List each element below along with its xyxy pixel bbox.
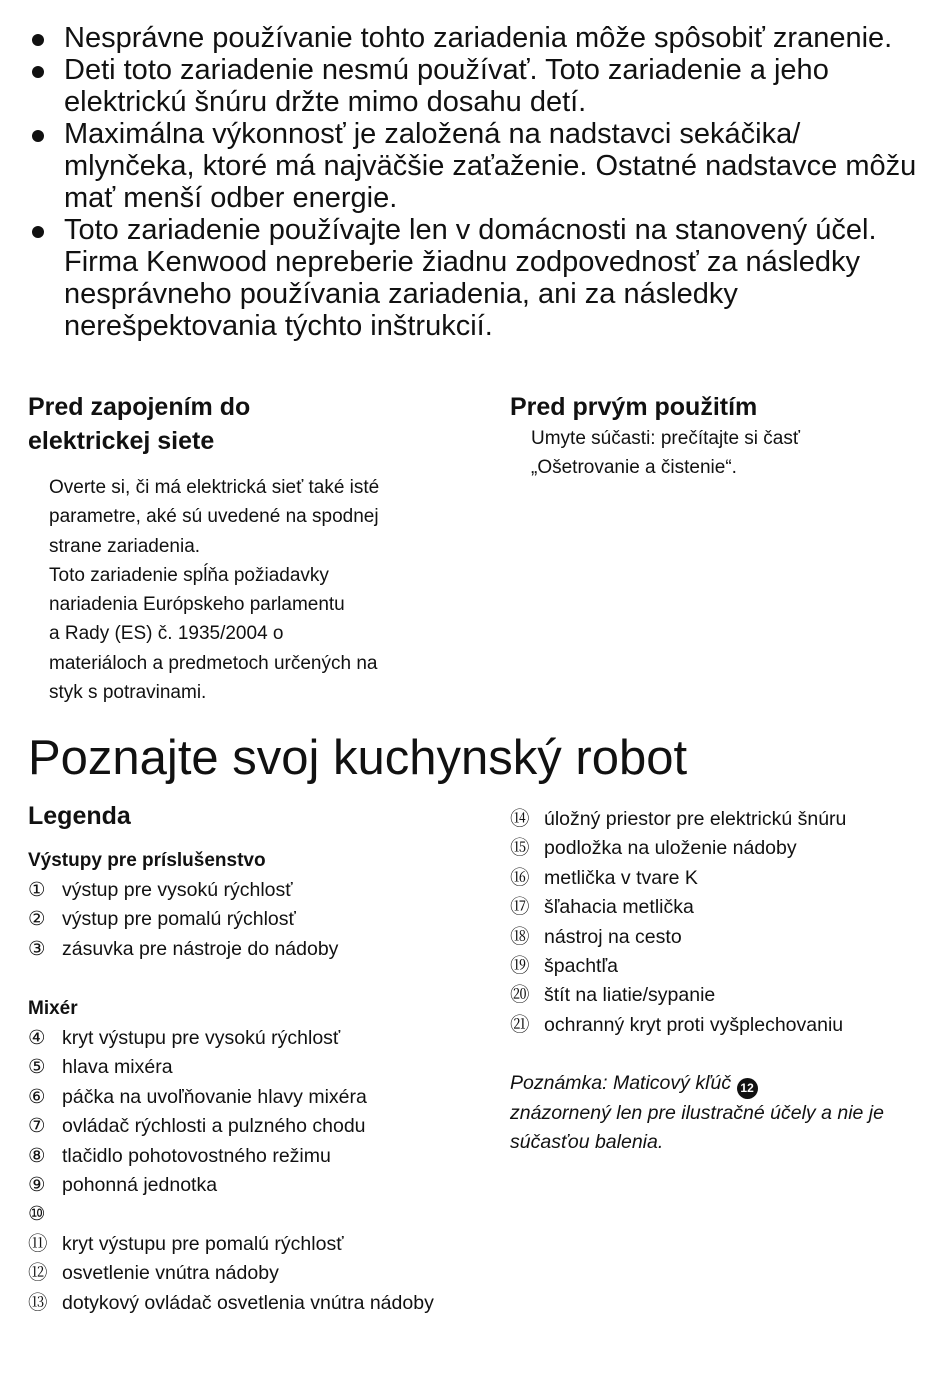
legend-label: hlava mixéra <box>62 1056 173 1079</box>
before-connecting-heading-line2: elektrickej siete <box>28 427 215 455</box>
attachments-list <box>510 805 930 1040</box>
text-line: Overte si, či má elektrická sieť také isté <box>49 477 380 498</box>
legend-item <box>28 935 468 964</box>
outlets-heading: Výstupy pre príslušenstvo <box>28 850 266 871</box>
legend-label: ovládač rýchlosti a pulzného chodu <box>62 1115 366 1138</box>
mixer-heading: Mixér <box>28 998 78 1019</box>
text-line: styk s potravinami. <box>49 682 207 704</box>
bullet-dot-icon <box>32 34 44 46</box>
legend-number: ⑩ <box>28 1203 46 1226</box>
legend-number: ② <box>28 908 46 931</box>
text-line: materiáloch a predmetoch určených na <box>49 652 378 674</box>
legend-label: metlička v tvare K <box>544 866 698 889</box>
note-text: znázornený len pre ilustračné účely a nie je súčasťou balenia. <box>510 1102 884 1154</box>
text-line: a Rady (ES) č. 1935/2004 o <box>49 623 284 645</box>
safety-bullet <box>28 54 928 118</box>
before-connecting-text <box>49 473 459 707</box>
legend-item <box>510 923 930 952</box>
legend-item <box>510 952 930 981</box>
bullet-dot-icon <box>32 226 44 238</box>
legend-item <box>28 1230 448 1259</box>
legend-item <box>510 834 930 863</box>
legend-label: pohonná jednotka <box>62 1174 218 1197</box>
bullet-dot-icon <box>32 66 44 78</box>
page-title: Poznajte svoj kuchynský robot <box>28 731 688 785</box>
safety-bullet-text: Toto zariadenie používajte len v domácnosti na stanovený účel. Firma Kenwood nepreberie žiadnu zodpovednosť za následky nesprávneho používania zariadenia, ani za následky nerešpektovania týchto inštrukcií. <box>64 214 877 342</box>
legend-label: štít na liatie/sypanie <box>544 984 716 1007</box>
legend-number: ⑮ <box>510 837 530 860</box>
legend-item <box>28 1024 448 1053</box>
legend-item <box>28 1053 448 1082</box>
legend-number: ⑤ <box>28 1056 46 1079</box>
legend-number: ㉑ <box>510 1013 530 1036</box>
text-line: strane zariadenia. <box>49 535 201 557</box>
legend-number: ⑪ <box>28 1232 48 1255</box>
legend-label: nástroj na cesto <box>544 925 682 948</box>
before-connecting-heading <box>28 390 250 458</box>
legend-number: ⑦ <box>28 1115 46 1138</box>
safety-bullet <box>28 118 928 214</box>
safety-bullet <box>28 214 928 342</box>
legend-label: kryt výstupu pre pomalú rýchlosť <box>62 1232 344 1255</box>
legend-item <box>28 1142 448 1171</box>
item-number-badge: 12 <box>737 1078 758 1099</box>
note <box>510 1069 920 1158</box>
legend-number: ⑥ <box>28 1085 46 1108</box>
safety-bullet-text: Nesprávne používanie tohto zariadenia môže spôsobiť zranenie. <box>64 22 893 54</box>
note-prefix: Poznámka: Maticový kľúč <box>510 1072 732 1094</box>
legend-number: ⑲ <box>510 955 530 978</box>
safety-bullet-text: Deti toto zariadenie nesmú používať. Toto zariadenie a jeho elektrickú šnúru držte mimo dosahu detí. <box>64 54 829 118</box>
legend-item <box>510 893 930 922</box>
legend-number: ④ <box>28 1027 46 1049</box>
legend-number: ⑬ <box>28 1291 48 1314</box>
legend-label: výstup pre pomalú rýchlosť <box>62 908 296 931</box>
legend-label: podložka na uloženie nádoby <box>544 837 797 860</box>
text-line: parametre, aké sú uvedené na spodnej <box>49 506 379 528</box>
safety-bullet <box>28 22 928 54</box>
legend-item <box>28 1289 448 1318</box>
legend-number: ⑨ <box>28 1174 46 1197</box>
legend-item <box>28 1200 448 1229</box>
legend-item <box>28 876 468 905</box>
legend-item <box>510 805 930 834</box>
legend-number: ⑱ <box>510 925 530 948</box>
text-line: Umyte súčasti: prečítajte si časť <box>531 428 800 449</box>
legend-item <box>510 864 930 893</box>
legend-label: výstup pre vysokú rýchlosť <box>62 879 293 901</box>
outlets-list <box>28 876 468 964</box>
before-first-use-text <box>531 424 931 483</box>
legend-number: ⑭ <box>510 808 530 830</box>
legend-number: ① <box>28 879 46 901</box>
legend-label: tlačidlo pohotovostného režimu <box>62 1144 331 1167</box>
legend-label: dotykový ovládač osvetlenia vnútra nádoby <box>62 1291 434 1314</box>
legend-label: páčka na uvoľňovanie hlavy mixéra <box>62 1085 367 1108</box>
mixer-list <box>28 1024 448 1318</box>
legend-label: ochranný kryt proti vyšplechovaniu <box>544 1013 844 1036</box>
legend-item <box>28 1171 448 1200</box>
legend-item <box>28 1259 448 1288</box>
safety-bullet-text: Maximálna výkonnosť je založená na nadstavci sekáčika/ mlynčeka, ktoré má najväčšie zaťaženie. Ostatné nadstavce môžu mať menší odber energie. <box>64 118 917 214</box>
legend-label: zásuvka pre nástroje do nádoby <box>62 937 339 960</box>
legend-number: ⑫ <box>28 1262 48 1285</box>
legend-label: špachtľa <box>544 955 618 978</box>
legend-number: ⑰ <box>510 896 530 919</box>
legend-number: ⑯ <box>510 866 530 889</box>
legend-label: úložný priestor pre elektrickú šnúru <box>544 808 847 830</box>
legend-heading: Legenda <box>28 802 131 830</box>
legend-label: kryt výstupu pre vysokú rýchlosť <box>62 1027 341 1049</box>
legend-item <box>510 1011 930 1040</box>
legend-label: osvetlenie vnútra nádoby <box>62 1262 279 1285</box>
text-line: „Ošetrovanie a čistenie“. <box>531 457 737 479</box>
legend-label: šľahacia metlička <box>544 896 694 919</box>
legend-number: ⑧ <box>28 1144 46 1167</box>
text-line: Toto zariadenie spĺňa požiadavky <box>49 564 329 586</box>
legend-number: ③ <box>28 937 46 960</box>
before-first-use-heading: Pred prvým použitím <box>510 393 758 421</box>
legend-item <box>28 1083 448 1112</box>
safety-bullet-list <box>28 22 928 342</box>
legend-number: ⑳ <box>510 984 530 1007</box>
legend-label <box>62 1203 67 1225</box>
before-connecting-heading-line1: Pred zapojením do <box>28 393 251 421</box>
legend-item <box>28 1112 448 1141</box>
legend-item <box>28 905 468 934</box>
bullet-dot-icon <box>32 130 44 142</box>
legend-item <box>510 981 930 1010</box>
text-line: nariadenia Európskeho parlamentu <box>49 594 345 616</box>
